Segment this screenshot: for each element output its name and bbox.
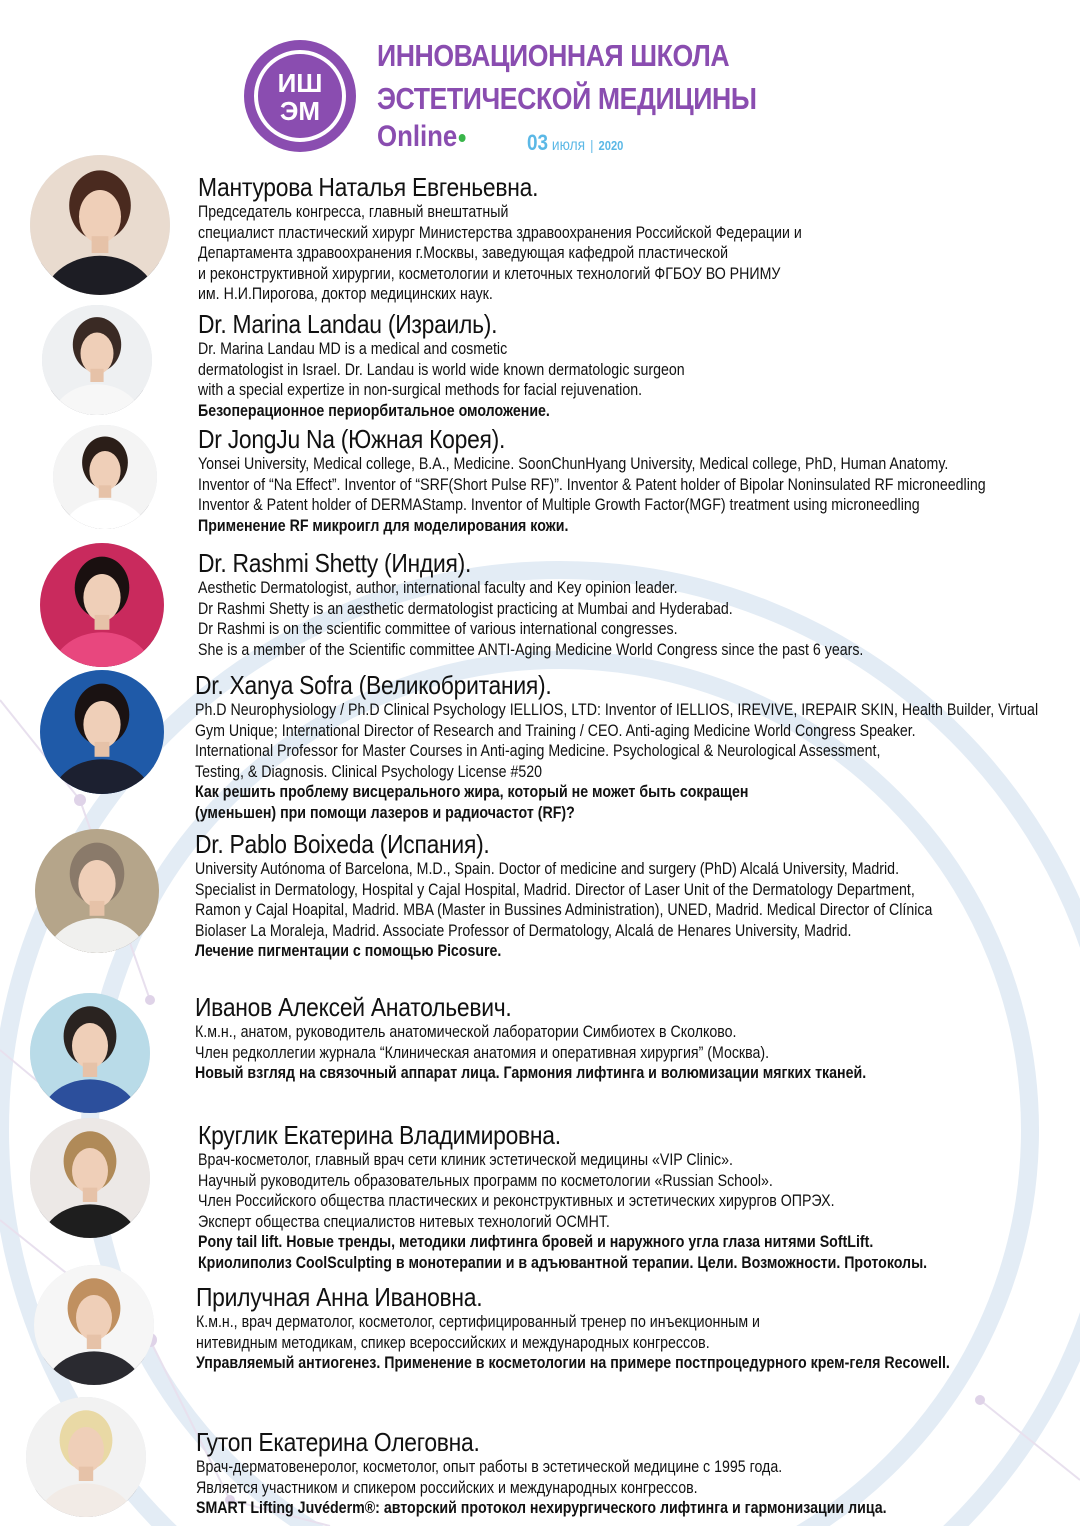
speaker-talk-topic: Как решить проблему висцерального жира, который не может быть сокращен	[195, 783, 749, 802]
speaker-bio-line: Inventor of “Na Effect”. Inventor of “SRF(Short Pulse RF)”. Inventor & Patent holder of Bipolar Noninsulated RF microneedling	[198, 475, 986, 494]
event-date	[527, 130, 623, 156]
speaker-photo	[42, 305, 152, 415]
speaker-bio-line: with a special expertize in non-surgical methods for facial rejuvenation.	[198, 381, 643, 400]
speaker-info	[196, 1427, 999, 1519]
speaker-photo	[34, 1265, 154, 1385]
speaker-photo	[53, 425, 157, 529]
speaker-bio-line: Gym Unique; International Director of Research and Training / CEO. Anti-aging Medicine World Congress Speaker.	[195, 721, 916, 740]
speaker-bio-line: International Professor for Master Courses in Anti-aging Medicine. Psychological & Neurological Assessment,	[195, 742, 881, 761]
date-day: 03	[527, 130, 549, 155]
speaker-talk-topic: Безоперационное периорбитальное омоложение.	[198, 401, 550, 420]
speaker-photo	[30, 1118, 150, 1238]
speaker-bio-line: им. Н.И.Пирогова, доктор медицинских наук.	[198, 285, 493, 304]
speaker-info	[198, 548, 972, 660]
speaker-info	[195, 670, 1080, 824]
speaker-bio-line: Dr Rashmi is on the scientific committee of various international congresses.	[198, 620, 678, 639]
speaker-bio-line: Dr Rashmi Shetty is an aesthetic dermatologist practicing at Mumbai and Hyderabad.	[198, 599, 733, 618]
speaker-bio-line: Председатель конгресса, главный внештатный	[198, 203, 509, 221]
speaker-photo	[26, 1397, 146, 1517]
date-separator: |	[590, 137, 594, 153]
speaker-bio-line: Specialist in Dermatology, Hospital y Cajal Hospital, Madrid. Director of Laser Unit of the Dermatology Department,	[195, 880, 915, 899]
online-text: Online	[377, 120, 458, 153]
date-month: июля	[551, 137, 586, 154]
speaker-talk-topic: Криолиполиз CoolSculpting в монотерапии и в адъювантной терапии. Цели. Возможности. Протоколы.	[198, 1253, 928, 1272]
speaker-name: Dr. Pablo Boixeda (Испания).	[195, 829, 490, 859]
speaker-info	[198, 424, 1080, 536]
speaker-talk-topic: Новый взгляд на связочный аппарат лица. Гармония лифтинга и волюмизации мягких тканей.	[195, 1064, 867, 1083]
speaker-bio-line: dermatologist in Israel. Dr. Landau is world wide known dermatologic surgeon	[198, 360, 685, 379]
speaker-info	[198, 1120, 1046, 1274]
speaker-name: Иванов Алексей Анатольевич.	[195, 992, 512, 1022]
speaker-bio-line: Является участником и спикером российских и международных конгрессов.	[196, 1478, 698, 1497]
speaker-bio-line: К.м.н., врач дерматолог, косметолог, сертифицированный тренер по инъекционным и	[196, 1313, 760, 1331]
speaker-name: Гутоп Екатерина Олеговна.	[196, 1427, 480, 1457]
speaker-bio-line: Департамента здравоохранения г.Москвы, заведующая кафедрой пластической	[198, 244, 729, 263]
speaker-bio-line: Biolaser La Moraleja, Madrid. Associate Professor of Dermatology, Alcalá de Henares University, Madrid.	[195, 921, 852, 940]
speaker-bio-line: University Autónoma of Barcelona, M.D., Spain. Doctor of medicine and surgery (PhD) Alcalá University, Madrid.	[195, 860, 900, 878]
online-label	[377, 120, 466, 154]
school-title-line2: ЭСТЕТИЧЕСКОЙ МЕДИЦИНЫ	[377, 81, 757, 116]
speaker-bio-line: Ramon y Cajal Hoapital, Madrid. MBA (Master in Bussines Administration), UNED, Madrid. Medical Director of Clínica	[195, 901, 933, 920]
speaker-photo	[40, 670, 164, 794]
speaker-photo	[30, 155, 170, 295]
speaker-bio-line: и реконструктивной хирургии, косметологии и клеточных технологий ФГБОУ ВО РНИМУ	[198, 264, 781, 283]
speaker-bio-line: Научный руководитель образовательных программ по косметологии «Russian School».	[198, 1171, 773, 1190]
speaker-bio-line: Эксперт общества специалистов нитевых технологий ОСМНТ.	[198, 1212, 610, 1231]
speaker-info	[198, 309, 764, 421]
header	[0, 0, 1080, 160]
speaker-name: Мантурова Наталья Евгеньевна.	[198, 172, 539, 202]
speaker-name: Dr. Rashmi Shetty (Индия).	[198, 548, 472, 578]
speaker-info	[196, 1282, 1073, 1374]
speaker-bio-line: Inventor & Patent holder of DERMAStamp. Inventor of Multiple Growth Factor(MGF) treatment using microneedling	[198, 496, 920, 515]
speaker-bio-line: специалист пластический хирург Министерства здравоохранения Российской Федерации и	[198, 223, 802, 242]
speaker-talk-topic: SMART Lifting Juvéderm®: авторский протокол нехирургического лифтинга и гармонизации лица.	[196, 1499, 887, 1518]
ishem-logo	[240, 36, 360, 156]
speaker-name: Прилучная Анна Ивановна.	[196, 1282, 483, 1312]
speaker-talk-topic: Применение RF микроигл для моделирования кожи.	[198, 516, 569, 535]
speaker-bio-line: Yonsei University, Medical college, B.A., Medicine. SoonChunHyang University, Medical college, PhD, Human Anatomy.	[198, 455, 949, 473]
speaker-photo	[35, 829, 159, 953]
speaker-talk-topic: Pony tail lift. Новые тренды, методики лифтинга бровей и наружного угла глаза нитями SoftLift.	[198, 1233, 874, 1252]
svg-text:ЭМ: ЭМ	[279, 96, 321, 126]
speaker-talk-topic: Лечение пигментации с помощью Picosure.	[195, 942, 502, 961]
speaker-talk-topic: (уменьшен) при помощи лазеров и радиочастот (RF)?	[195, 803, 575, 822]
speaker-bio-line: She is a member of the Scientific committee ANTI-Aging Medicine World Congress since the past 6 years.	[198, 640, 864, 659]
speaker-bio-line: Testing, & Diagnosis. Clinical Psychology License #520	[195, 762, 543, 781]
speaker-bio-line: нитевидным методикам, спикер всероссийских и международных конгрессов.	[196, 1333, 710, 1352]
speaker-photo	[30, 993, 150, 1113]
speaker-talk-topic: Управляемый антиогенез. Применение в косметологии на примере постпроцедурного крем-геля Recowell.	[196, 1354, 950, 1373]
speaker-bio-line: Член Российского общества пластических и реконструктивных и эстетических хирургов ОПРЭХ.	[198, 1192, 835, 1211]
speaker-bio-line: Врач-косметолог, главный врач сети клиник эстетической медицины «VIP Clinic».	[198, 1151, 733, 1169]
speaker-bio-line: Ph.D Neurophysiology / Ph.D Clinical Psychology IELLIOS, LTD: Inventor of IELLIOS, IREVIVE, IREPAIR SKIN, Health Builder, Virtual	[195, 701, 1039, 719]
speaker-name: Dr JongJu Na (Южная Корея).	[198, 424, 506, 454]
speaker-name: Dr. Marina Landau (Израиль).	[198, 309, 498, 339]
speaker-info	[195, 992, 975, 1084]
online-dot-icon	[459, 134, 466, 142]
speaker-info	[195, 829, 1052, 962]
speaker-photo	[40, 543, 164, 667]
date-year: 2020	[598, 138, 624, 153]
speaker-name: Dr. Xanya Sofra (Великобритания).	[195, 670, 552, 700]
speaker-bio-line: Член редколлегии журнала “Клиническая анатомия и оперативная хирургия” (Москва).	[195, 1043, 770, 1062]
speaker-bio-line: Dr. Marina Landau MD is a medical and cosmetic	[198, 340, 508, 358]
speaker-bio-line: Врач-дерматовенеролог, косметолог, опыт работы в эстетической медицине с 1995 года.	[196, 1458, 783, 1476]
speaker-name: Круглик Екатерина Владимировна.	[198, 1120, 561, 1150]
speaker-bio-line: К.м.н., анатом, руководитель анатомической лаборатории Симбиотех в Сколково.	[195, 1023, 737, 1041]
school-title-line1: ИННОВАЦИОННАЯ ШКОЛА	[377, 38, 730, 73]
svg-text:ИШ: ИШ	[277, 68, 323, 98]
speaker-bio-line: Aesthetic Dermatologist, author, international faculty and Key opinion leader.	[198, 579, 678, 597]
speaker-info	[198, 172, 900, 305]
